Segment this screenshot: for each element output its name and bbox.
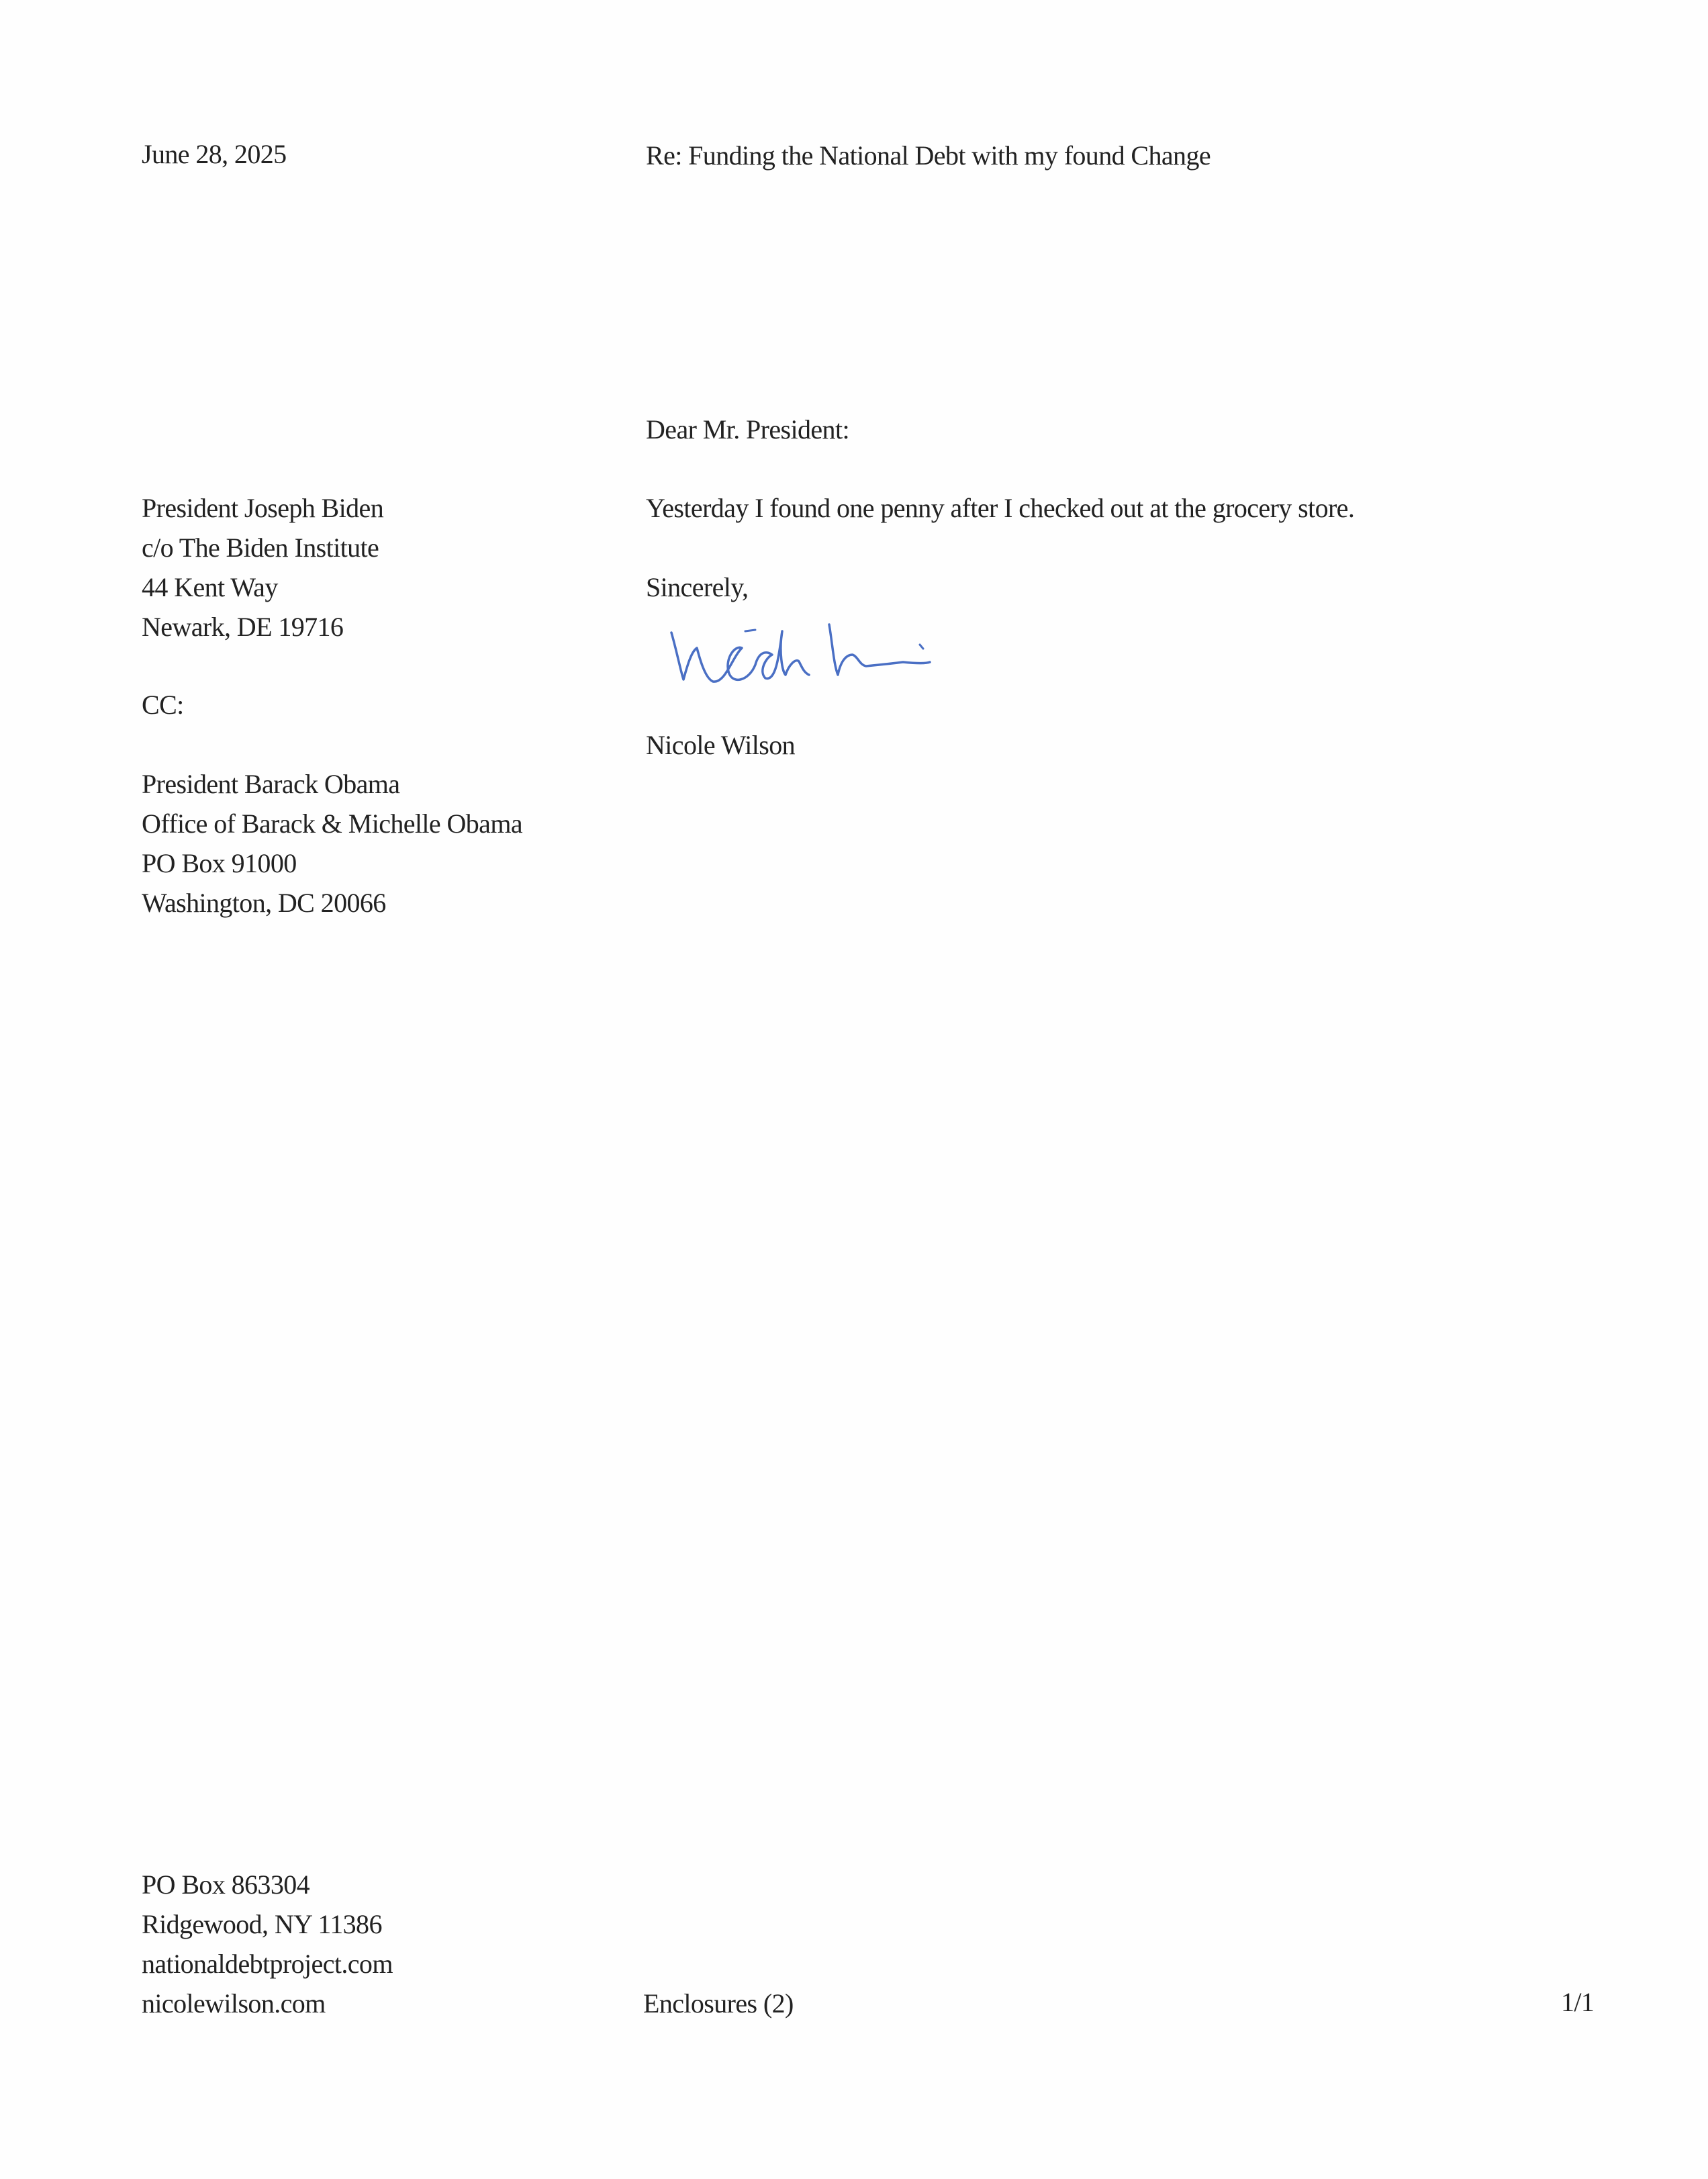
page-number: 1/1 <box>1561 1987 1595 2017</box>
salutation: Dear Mr. President: <box>646 414 849 445</box>
footer-line: nicolewilson.com <box>142 1988 326 2019</box>
letter-date: June 28, 2025 <box>142 139 287 169</box>
signature-stroke <box>829 624 930 675</box>
footer-line: PO Box 863304 <box>142 1869 310 1900</box>
cc-address <box>142 764 522 923</box>
cc-line: Office of Barack & Michelle Obama <box>142 808 522 839</box>
sender-footer <box>142 1865 393 2023</box>
recipient-line: Newark, DE 19716 <box>142 612 344 642</box>
signer-name: Nicole Wilson <box>646 730 796 760</box>
subject-line: Re: Funding the National Debt with my found Change <box>646 140 1211 171</box>
cc-label: CC: <box>142 690 184 720</box>
signature-stroke <box>920 645 923 649</box>
cc-line: Washington, DC 20066 <box>142 888 386 918</box>
closing: Sincerely, <box>646 572 749 602</box>
recipient-line: President Joseph Biden <box>142 493 384 523</box>
signature-stroke <box>671 631 809 682</box>
enclosures: Enclosures (2) <box>643 1988 794 2019</box>
recipient-line: 44 Kent Way <box>142 572 278 602</box>
cc-line: President Barack Obama <box>142 769 400 799</box>
footer-line: Ridgewood, NY 11386 <box>142 1909 382 1939</box>
recipient-address <box>142 488 383 647</box>
cc-line: PO Box 91000 <box>142 848 297 878</box>
signature-stroke <box>745 630 755 631</box>
recipient-line: c/o The Biden Institute <box>142 532 379 563</box>
footer-line: nationaldebtproject.com <box>142 1949 393 1979</box>
handwritten-signature <box>665 618 987 692</box>
letter-body: Yesterday I found one penny after I checked out at the grocery store. <box>646 493 1355 523</box>
